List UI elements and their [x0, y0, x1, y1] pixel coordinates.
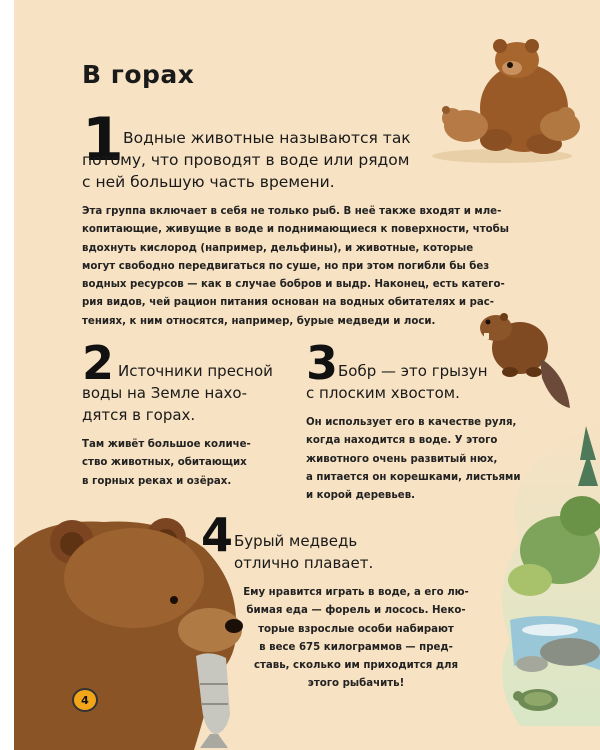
fact-4-body: Ему нравится играть в воде, а его лю- бимая еда — форель и лосось. Неко- торые взрослые особи набирают в весе 675 килограммов — пред- ставь, сколько им приходится для этого рыбачить!	[243, 587, 469, 690]
fact-2-heading-cont: воды на Земле нахо- дятся в горах.	[82, 384, 247, 424]
fact-1-body: Эта группа включает в себя не только рыб. В неё также входят и мле- копитающие, живущие в воде и поднимающиеся к поверхности, чтобы вдохнуть кислород (например, дельфины), и животные, которые могут свободно передвигаться по суше, но при этом погибли бы без водных ресурсов — как в случае бобров и выдр. Наконец, есть катего- рия видов, чей рацион питания основан на водных обитателях и рас- тениях, к ним относятся, например, бурые медведи и лоси.	[82, 206, 509, 327]
page-number-badge: 4	[72, 688, 98, 712]
page	[14, 0, 600, 750]
fact-1-heading-cont: потому, что проводят в воде или рядом с ней большую часть времени.	[82, 151, 410, 191]
fact-3-heading-cont: с плоским хвостом.	[306, 384, 460, 402]
fact-4-number: 4	[201, 508, 234, 562]
fact-3-body: Он использует его в качестве руля, когда находится в воде. У этого животного очень развитый нюх, а питается он корешками, листьями и корой деревьев.	[306, 417, 521, 502]
section-title: В горах	[82, 60, 195, 89]
fact-2-heading: Источники пресной	[118, 362, 273, 380]
fact-3-heading: Бобр — это грызун	[338, 362, 488, 380]
fact-3-number: 3	[306, 336, 339, 390]
fact-2-number: 2	[82, 336, 115, 390]
fact-1-number: 1	[82, 105, 124, 175]
fact-2-body: Там живёт большое количе- ство животных, обитающих в горных реках и озёрах.	[82, 439, 251, 487]
fact-1-heading: Водные животные называются так	[123, 129, 411, 147]
fact-4-heading: Бурый медведь отлично плавает.	[234, 532, 374, 572]
bear-family-illustration	[432, 38, 582, 164]
